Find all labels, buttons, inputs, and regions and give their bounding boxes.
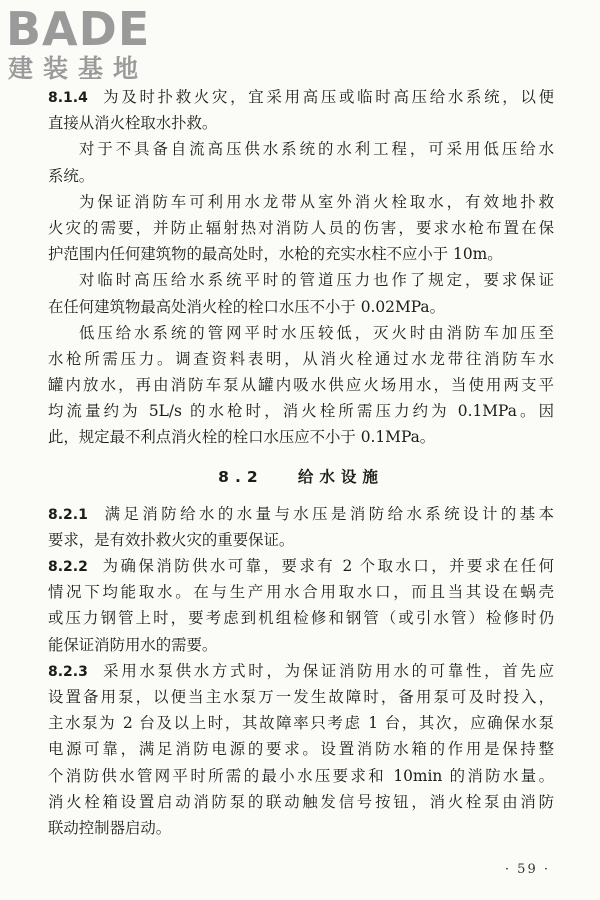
text-line: 火灾的需要，并防止辐射热对消防人员的伤害，要求水枪布置在保: [48, 218, 554, 237]
clause-number: 8.1.4: [48, 90, 88, 106]
text-line: 均流量约为 5L/s 的水枪时，消火栓所需压力约为 0.1MPa。因: [48, 402, 554, 421]
paragraph-fire-hose: [48, 189, 554, 268]
text-line: 水枪所需压力。调查资料表明，从消火栓通过水龙带往消防车水: [48, 349, 554, 368]
clause-text: 满足消防给水的水量与水压是消防给水系统设计的基本: [104, 504, 554, 523]
section-heading: [48, 457, 554, 497]
clause-text: 采用水泵供水方式时，为保证消防用水的可靠性，首先应: [103, 661, 554, 680]
clause-number: 8.2.2: [48, 559, 88, 575]
text-line: 对临时高压给水系统平时的管道压力也作了规定，要求保证: [79, 271, 554, 290]
paragraph-low-pressure-network: [48, 320, 554, 451]
paragraph-temporary-high-pressure: [48, 267, 554, 319]
text-line: [48, 658, 554, 684]
clause-text: 为确保消防供水可靠，要求有 2 个取水口，并要求在任何: [102, 557, 554, 575]
text-line: 系统。: [48, 166, 95, 185]
clause-8-2-3: [48, 658, 554, 841]
logo-subtitle: 建装基地: [8, 54, 149, 83]
text-line: 为保证消防车可利用水龙带从室外消火栓取水，有效地扑救: [79, 192, 554, 211]
page-number: · 59 ·: [504, 862, 550, 877]
clause-8-1-4: [48, 84, 554, 136]
text-line: 电源可靠，满足消防电源的要求。设置消防水箱的作用是保持整: [48, 740, 554, 759]
text-line: 在任何建筑物最高处消火栓的栓口水压不小于 0.02MPa。: [48, 297, 445, 316]
text-line: 对于不具备自流高压供水系统的水利工程，可采用低压给水: [79, 140, 554, 159]
text-line: [48, 553, 554, 579]
clause-8-2-1: [48, 501, 554, 553]
text-line: 护范围内任何建筑物的最高处时，水枪的充实水柱不应小于 10m。: [48, 245, 503, 264]
text-line: 设置备用泵，以便当主水泵万一发生故障时，备用泵可及时投入，: [48, 687, 554, 706]
text-line: 低压给水系统的管网平时水压较低，灭火时由消防车加压至: [79, 323, 554, 342]
text-line: 消火栓箱设置启动消防泵的联动触发信号按钮，消火栓泵由消防: [48, 792, 554, 811]
section-number: 8.2: [218, 467, 264, 486]
clause-8-2-2: [48, 553, 554, 658]
text-line: 情况下均能取水。在与生产用水合用取水口，而且当其设在蜗壳: [48, 583, 554, 602]
logo-brand: BADE: [6, 2, 151, 56]
text-line: 直接从消火栓取水扑救。: [48, 114, 218, 133]
bade-logo: [6, 4, 176, 86]
text-line: 能保证消防用水的需要。: [48, 635, 218, 654]
text-line: 或压力钢管上时，要考虑到机组检修和钢管（或引水管）检修时仍: [48, 609, 554, 628]
text-line: 个消防供水管网平时所需的最小水压要求和 10min 的消防水量。: [48, 766, 554, 785]
text-line: 罐内放水，再由消防车泵从罐内吸水供应火场用水，当使用两支平: [48, 376, 554, 395]
text-line: 联动控制器启动。: [48, 818, 172, 837]
paragraph-low-pressure-option: [48, 136, 554, 188]
clause-number: 8.2.1: [48, 506, 88, 523]
text-line: [48, 84, 554, 110]
clause-text: 为及时扑救火灾，宜采用高压或临时高压给水系统，以便: [103, 88, 554, 106]
section-title: 给水设施: [297, 467, 384, 486]
text-line: [48, 501, 554, 527]
text-line: 此，规定最不利点消火栓的栓口水压应不小于 0.1MPa。: [48, 428, 436, 447]
text-line: 要求，是有效扑救火灾的重要保证。: [48, 530, 295, 549]
document-page: [48, 84, 554, 841]
text-line: 主水泵为 2 台及以上时，其故障率只考虑 1 台，其次，应确保水泵: [48, 714, 554, 733]
clause-number: 8.2.3: [48, 663, 88, 680]
